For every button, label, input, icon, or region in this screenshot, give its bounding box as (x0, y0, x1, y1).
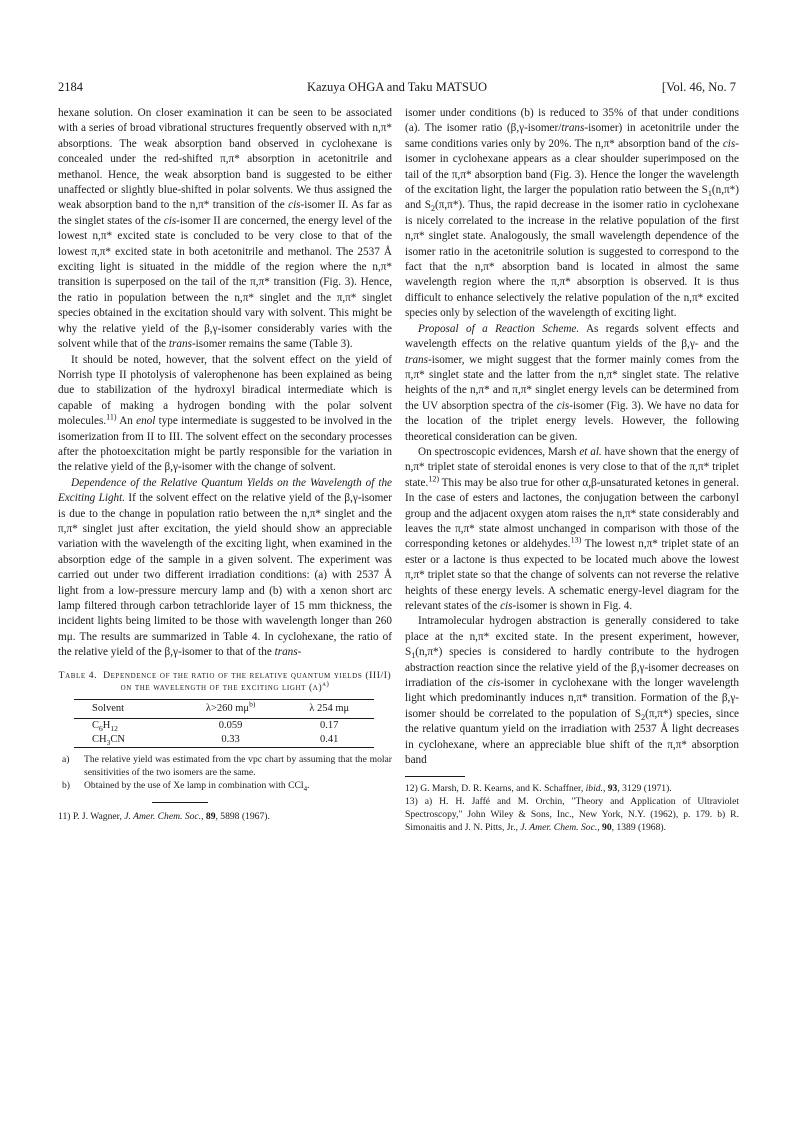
right-paragraph-2: Proposal of a Reaction Scheme. As regards solvent effects and wavelength effects on the relative quantum yields of the β,γ- and the trans-isomer, we might suggest that the former mainly comes from the π,π* singlet state and the latter from the n,π* singlet state. The relative heights of the n,π* and π,π* singlet energy levels can be determined from the UV absorption spectra of the cis-isomer (Fig. 3). We have no data for the location of the triplet energy levels. However, the following theoretical consideration can be given. (405, 322, 739, 443)
left-paragraph-3: Dependence of the Relative Quantum Yields on the Wavelength of the Exciting Light. If the solvent effect on the relative yield of the β,γ-isomer is due to the change in population ratio between the n,π* singlet and the π,π* singlet just after excitation, the yield should show an appreciable variation with the wavelength of the exciting light, when examined in the absorption edge of the sample in a given solvent. The experiment was carried out under two different irradiation conditions: (a) with 2537 Å light from a low-pressure mercury lamp and (b) with a xenon short arc lamp filtered through carbon tetrachloride layer of 15 mm thickness, the incident lights being limited to be those with wavelength longer than 260 mμ. The results are summarized in Table 4. In cyclohexane, the ratio of the relative yield of the β,γ-isomer to that of the trans- (58, 476, 392, 659)
table-4 (74, 699, 374, 748)
footnote-13: 13) a) H. H. Jaffé and M. Orchin, "Theory and Application of Ultraviolet Spectroscopy," John Wiley & Sons, Inc., New York, N.Y. (1962), p. 179. b) R. Simonaitis and J. N. Pitts, Jr., J. Amer. Chem. Soc., 90, 1389 (1968). (405, 796, 739, 833)
table-row: $C_6H_{12}$ 0.059 0.17 (92, 720, 339, 734)
footnote-divider (152, 802, 208, 803)
volume-issue: [Vol. 46, No. 7 (661, 80, 736, 94)
section-heading-reaction-scheme: Proposal of a Reaction Scheme. (418, 322, 580, 335)
right-column (405, 106, 739, 835)
table-4-caption: Table 4. Dependence of the ratio of the relative quantum yields (III/I) on the wavelength of the exciting light $(\lambda)^{a)}$ (58, 669, 392, 694)
right-paragraph-1: isomer under conditions (b) is reduced to 35% of that under conditions (a). The isomer ratio (β,γ-isomer/trans-isomer) in acetonitrile under the same conditions varies only by 20%. The n,π* absorption band of the cis-isomer in cyclohexane appears as a clear shoulder superimposed on the tail of the π,π* absorption band (Fig. 3). Hence the longer the wavelength of the excitation light, the larger the population ratio between the $S_1(n,\pi*)$ and $S_2(\pi,\pi*)$. Thus, the rapid decrease in the isomer ratio in cyclohexane is nicely correlated to the increase in the relative population of the first n,π* singlet state. Analogously, the small wavelength dependence of the isomer ratio in the acetonitrile solution is suggested to correspond to the fact that the n,π* absorption band is located in almost the same wavelength region where the π,π* absorption is observed. It is thus difficult to enhance selectively the relative population of the n,π* excited species only by selection of the wavelength of exciting light. (405, 107, 739, 320)
footnote-divider (405, 776, 465, 777)
table-header-254: λ 254 mμ (284, 700, 374, 719)
table-note-b: b) Obtained by the use of Xe lamp in combination with CCl$_4$. (62, 779, 310, 793)
footnote-12: 12) G. Marsh, D. R. Kearns, and K. Schaffner, ibid., 93, 3129 (1971). (405, 783, 672, 795)
running-authors: Kazuya OHGA and Taku MATSUO (306, 80, 488, 94)
footnote-11: 11) P. J. Wagner, J. Amer. Chem. Soc., 89, 5898 (1967). (58, 811, 270, 823)
table-note-a: a) The relative yield was estimated from the vpc chart by assuming that the molar sensitivities of the two isomers are the same. (62, 754, 392, 779)
right-paragraph-4: Intramolecular hydrogen abstraction is generally considered to take place at the n,π* excited state. In the present experiment, however, $S_1(n,\pi*)$ species is considered to hardly contribute to the hydrogen abstraction reaction since the relative yield of the β,γ-isomer decreases on irradiation of the cis-isomer in cyclohexane with the longer wavelength light which predominantly induces n,π* transition. Formation of the β,γ-isomer should be correlated to the population of $S_2(\pi,\pi*)$ species, since the relative quantum yield on the irradiation with 2537 Å light decreases in cyclohexane, where an appreciable blue shift of the π,π* absorption band (405, 615, 740, 767)
section-heading-wavelength: Dependence of the Relative Quantum Yields on the Wavelength of the Exciting Light. (58, 476, 392, 505)
left-paragraph-2: It should be noted, however, that the solvent effect on the yield of Norrish type II photolysis of valerophenone has been explained as being due to stabilization of the hydroxyl biradical intermediate which is capable of making a hydrogen bonding with the polar solvent molecules.$^{11)}$ An enol type intermediate is suggested to be involved in the isomerization from II to III. The solvent effect on the secondary processes after the photoexcitation might be partly responsible for the variation in the relative yield of the β,γ-isomer with the change of solvent. (58, 353, 392, 474)
left-column (58, 106, 392, 824)
citation-11: 11) (106, 412, 117, 422)
citation-12: 12) (428, 474, 440, 484)
page-number: 2184 (58, 80, 83, 94)
table-header-solvent: Solvent (74, 700, 177, 719)
running-header (58, 80, 736, 100)
table-header-long-wavelength: λ>260 $m\mu^{b)}$ (177, 700, 285, 719)
citation-13: 13) (570, 535, 582, 545)
table-row: $CH_3CN$ 0.33 0.41 (74, 733, 374, 748)
left-paragraph-1: hexane solution. On closer examination it can be seen to be associated with a series of broad vibrational structures frequently observed with n,π* absorptions. The weak absorption band observed in cyclohexane is concealed under the red-shifted π,π* absorption in acetonitrile and methanol. Hence, the weak absorption band is suggested to be either unaffected or slightly blue-shifted in polar solvents. We thus assigned the weak absorption band to the n,π* transition of the cis-isomer II. As far as the singlet states of the cis-isomer II are concerned, the energy level of the lowest n,π* excited state is concluded to be very close to that of the lowest π,π* excited state in both acetonitrile and methanol. The 2537 Å exciting light is situated in the middle of the region where the n,π* transition is superposed on the tail of the π,π* transition (Fig. 3). Hence, the ratio in population between the n,π* singlet and the π,π* singlet species obtained in the excitation should vary with solvent. This might be why the relative yield of the β,γ-isomer considerably varies with the solvent while that of the trans-isomer remains the same (Table 3). (58, 107, 392, 351)
table-4-notes (58, 754, 392, 792)
right-paragraph-3: On spectroscopic evidences, Marsh et al. have shown that the energy of n,π* triplet state of steroidal enones is very close to that of the π,π* triplet state.$^{12)}$ This may be also true for other α,β-unsaturated ketones in general. In the case of esters and lactones, the conjugation between the carbonyl group and the adjacent oxygen atom raises the n,π* state considerably and leaves the π,π* state almost unchanged in comparison with those of the corresponding ketones or aldehydes.$^{13)}$ The lowest n,π* triplet state of an ester or a lactone is thus expected to be located much above the lowest π,π* triplet state so that the change of solvents can not reverse the relative heights of these energy levels. A schematic energy-level diagram for the relevant states of the cis-isomer is shown in Fig. 4. (405, 445, 740, 612)
